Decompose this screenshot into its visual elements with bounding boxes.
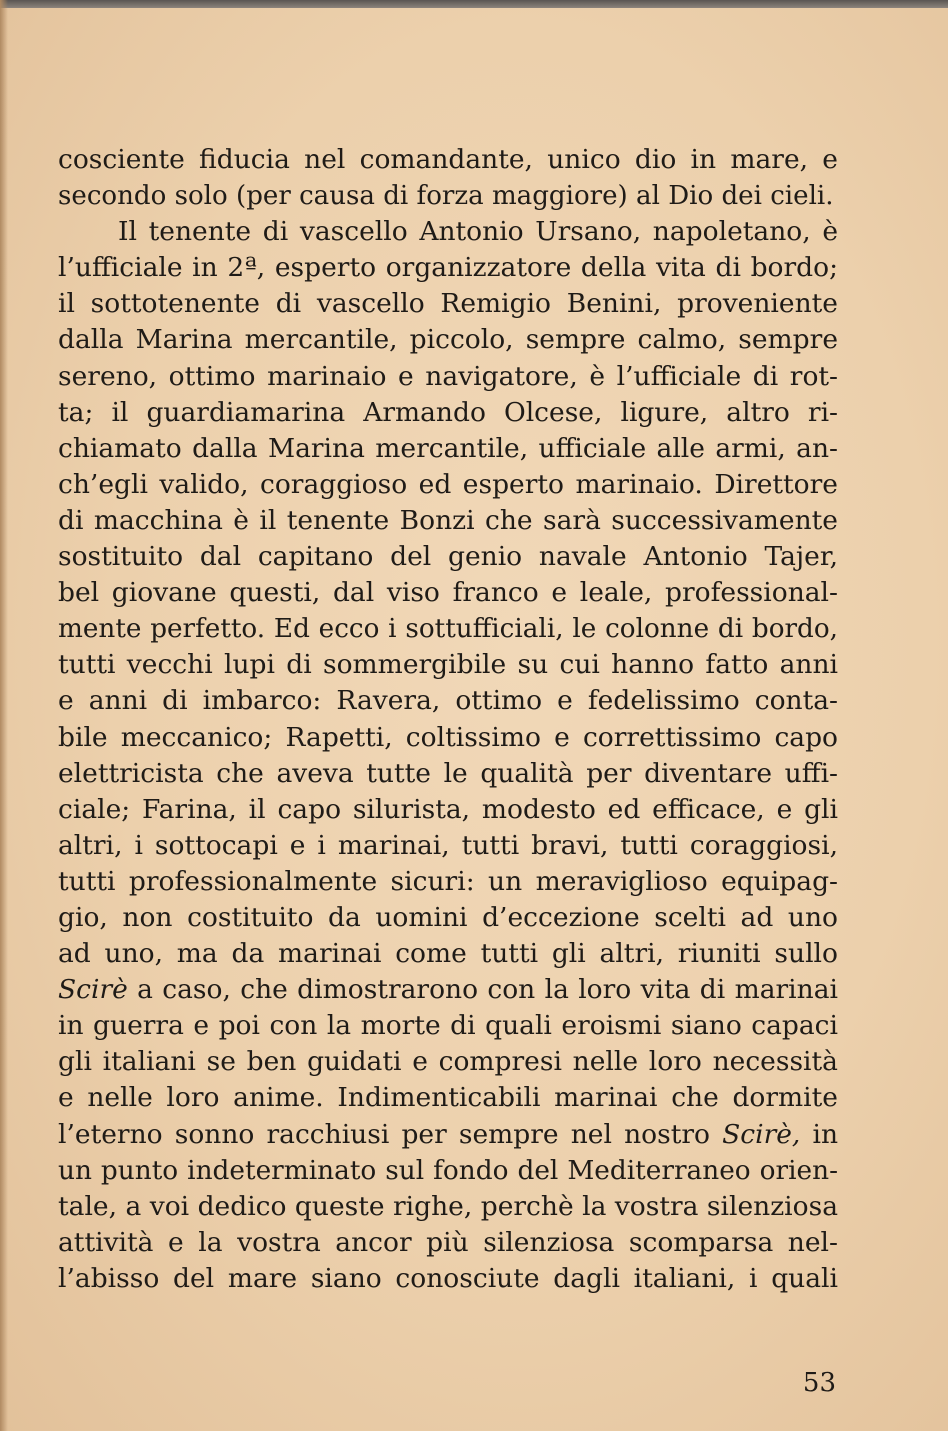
text-line-23: ad uno, ma da marinai come tutti gli altri, riuniti sullo xyxy=(58,938,838,970)
text-line-10: ch’egli valido, coraggioso ed esperto marinaio. Direttore xyxy=(58,468,838,500)
text-line-22: gio, non costituito da uomini d’eccezione scelti ad uno xyxy=(58,901,838,933)
text-line-9: chiamato dalla Marina mercantile, ufficiale alle armi, an- xyxy=(58,432,838,464)
text-line-24 xyxy=(58,972,838,1008)
ship-name-italic: Scirè xyxy=(58,974,128,1006)
text-line-14: mente perfetto. Ed ecco i sottufficiali, le colonne di bordo, xyxy=(58,614,838,645)
text-line-28-end: in xyxy=(800,1118,839,1150)
page-left-edge xyxy=(0,0,8,1431)
text-line-4: l’ufficiale in 2ª, esperto organizzatore della vita di bordo; xyxy=(58,252,838,284)
text-line-28-start: l’eterno sonno racchiusi per sempre nel nostro xyxy=(58,1118,723,1150)
text-line-11: di macchina è il tenente Bonzi che sarà successivamente xyxy=(58,504,838,536)
text-line-25: in guerra e poi con la morte di quali eroismi siano capaci xyxy=(58,1010,838,1042)
text-line-8: ta; il guardiamarina Armando Olcese, ligure, altro ri- xyxy=(58,396,838,428)
text-line-21: tutti professionalmente sicuri: un meraviglioso equipag- xyxy=(58,865,838,897)
text-line-15: tutti vecchi lupi di sommergibile su cui hanno fatto anni xyxy=(58,649,838,681)
body-text xyxy=(58,142,838,1297)
page-top-edge xyxy=(0,0,948,8)
page-number: 53 xyxy=(802,1368,836,1398)
text-line-24-rest: a caso, che dimostrarono con la loro vita di marinai xyxy=(127,974,838,1006)
text-line-6: dalla Marina mercantile, piccolo, sempre calmo, sempre xyxy=(58,324,838,356)
text-line-19: ciale; Farina, il capo silurista, modesto ed efficace, e gli xyxy=(58,793,838,825)
text-line-13: bel giovane questi, dal viso franco e leale, professional- xyxy=(58,577,838,609)
text-line-18: elettricista che aveva tutte le qualità per diventare uffi- xyxy=(58,757,838,789)
text-line-31: attività e la vostra ancor più silenziosa scomparsa nel- xyxy=(58,1226,838,1258)
text-line-3: Il tenente di vascello Antonio Ursano, napoletano, è xyxy=(118,216,838,248)
text-line-28 xyxy=(58,1117,838,1153)
text-line-7: sereno, ottimo marinaio e navigatore, è l’ufficiale di rot- xyxy=(58,360,838,392)
text-line-29: un punto indeterminato sul fondo del Mediterraneo orien- xyxy=(58,1155,838,1186)
text-line-16: e anni di imbarco: Ravera, ottimo e fedelissimo conta- xyxy=(58,685,838,717)
text-line-12: sostituito dal capitano del genio navale Antonio Tajer, xyxy=(58,541,838,573)
text-line-27: e nelle loro anime. Indimenticabili marinai che dormite xyxy=(58,1082,838,1114)
text-line-1: cosciente fiducia nel comandante, unico dio in mare, e xyxy=(58,144,838,175)
text-line-26: gli italiani se ben guidati e compresi nelle loro necessità xyxy=(58,1046,838,1078)
text-line-32: l’abisso del mare siano conosciute dagli italiani, i quali xyxy=(58,1262,838,1294)
text-line-17: bile meccanico; Rapetti, coltissimo e correttissimo capo xyxy=(58,721,838,753)
text-line-30: tale, a voi dedico queste righe, perchè la vostra silenziosa xyxy=(58,1190,838,1222)
text-line-5: il sottotenente di vascello Remigio Benini, proveniente xyxy=(58,288,838,320)
text-line-2: secondo solo (per causa di forza maggiore) al Dio dei cieli. xyxy=(58,181,834,212)
ship-name-italic-2: Scirè, xyxy=(722,1118,801,1150)
text-line-20: altri, i sottocapi e i marinai, tutti bravi, tutti coraggiosi, xyxy=(58,829,838,861)
